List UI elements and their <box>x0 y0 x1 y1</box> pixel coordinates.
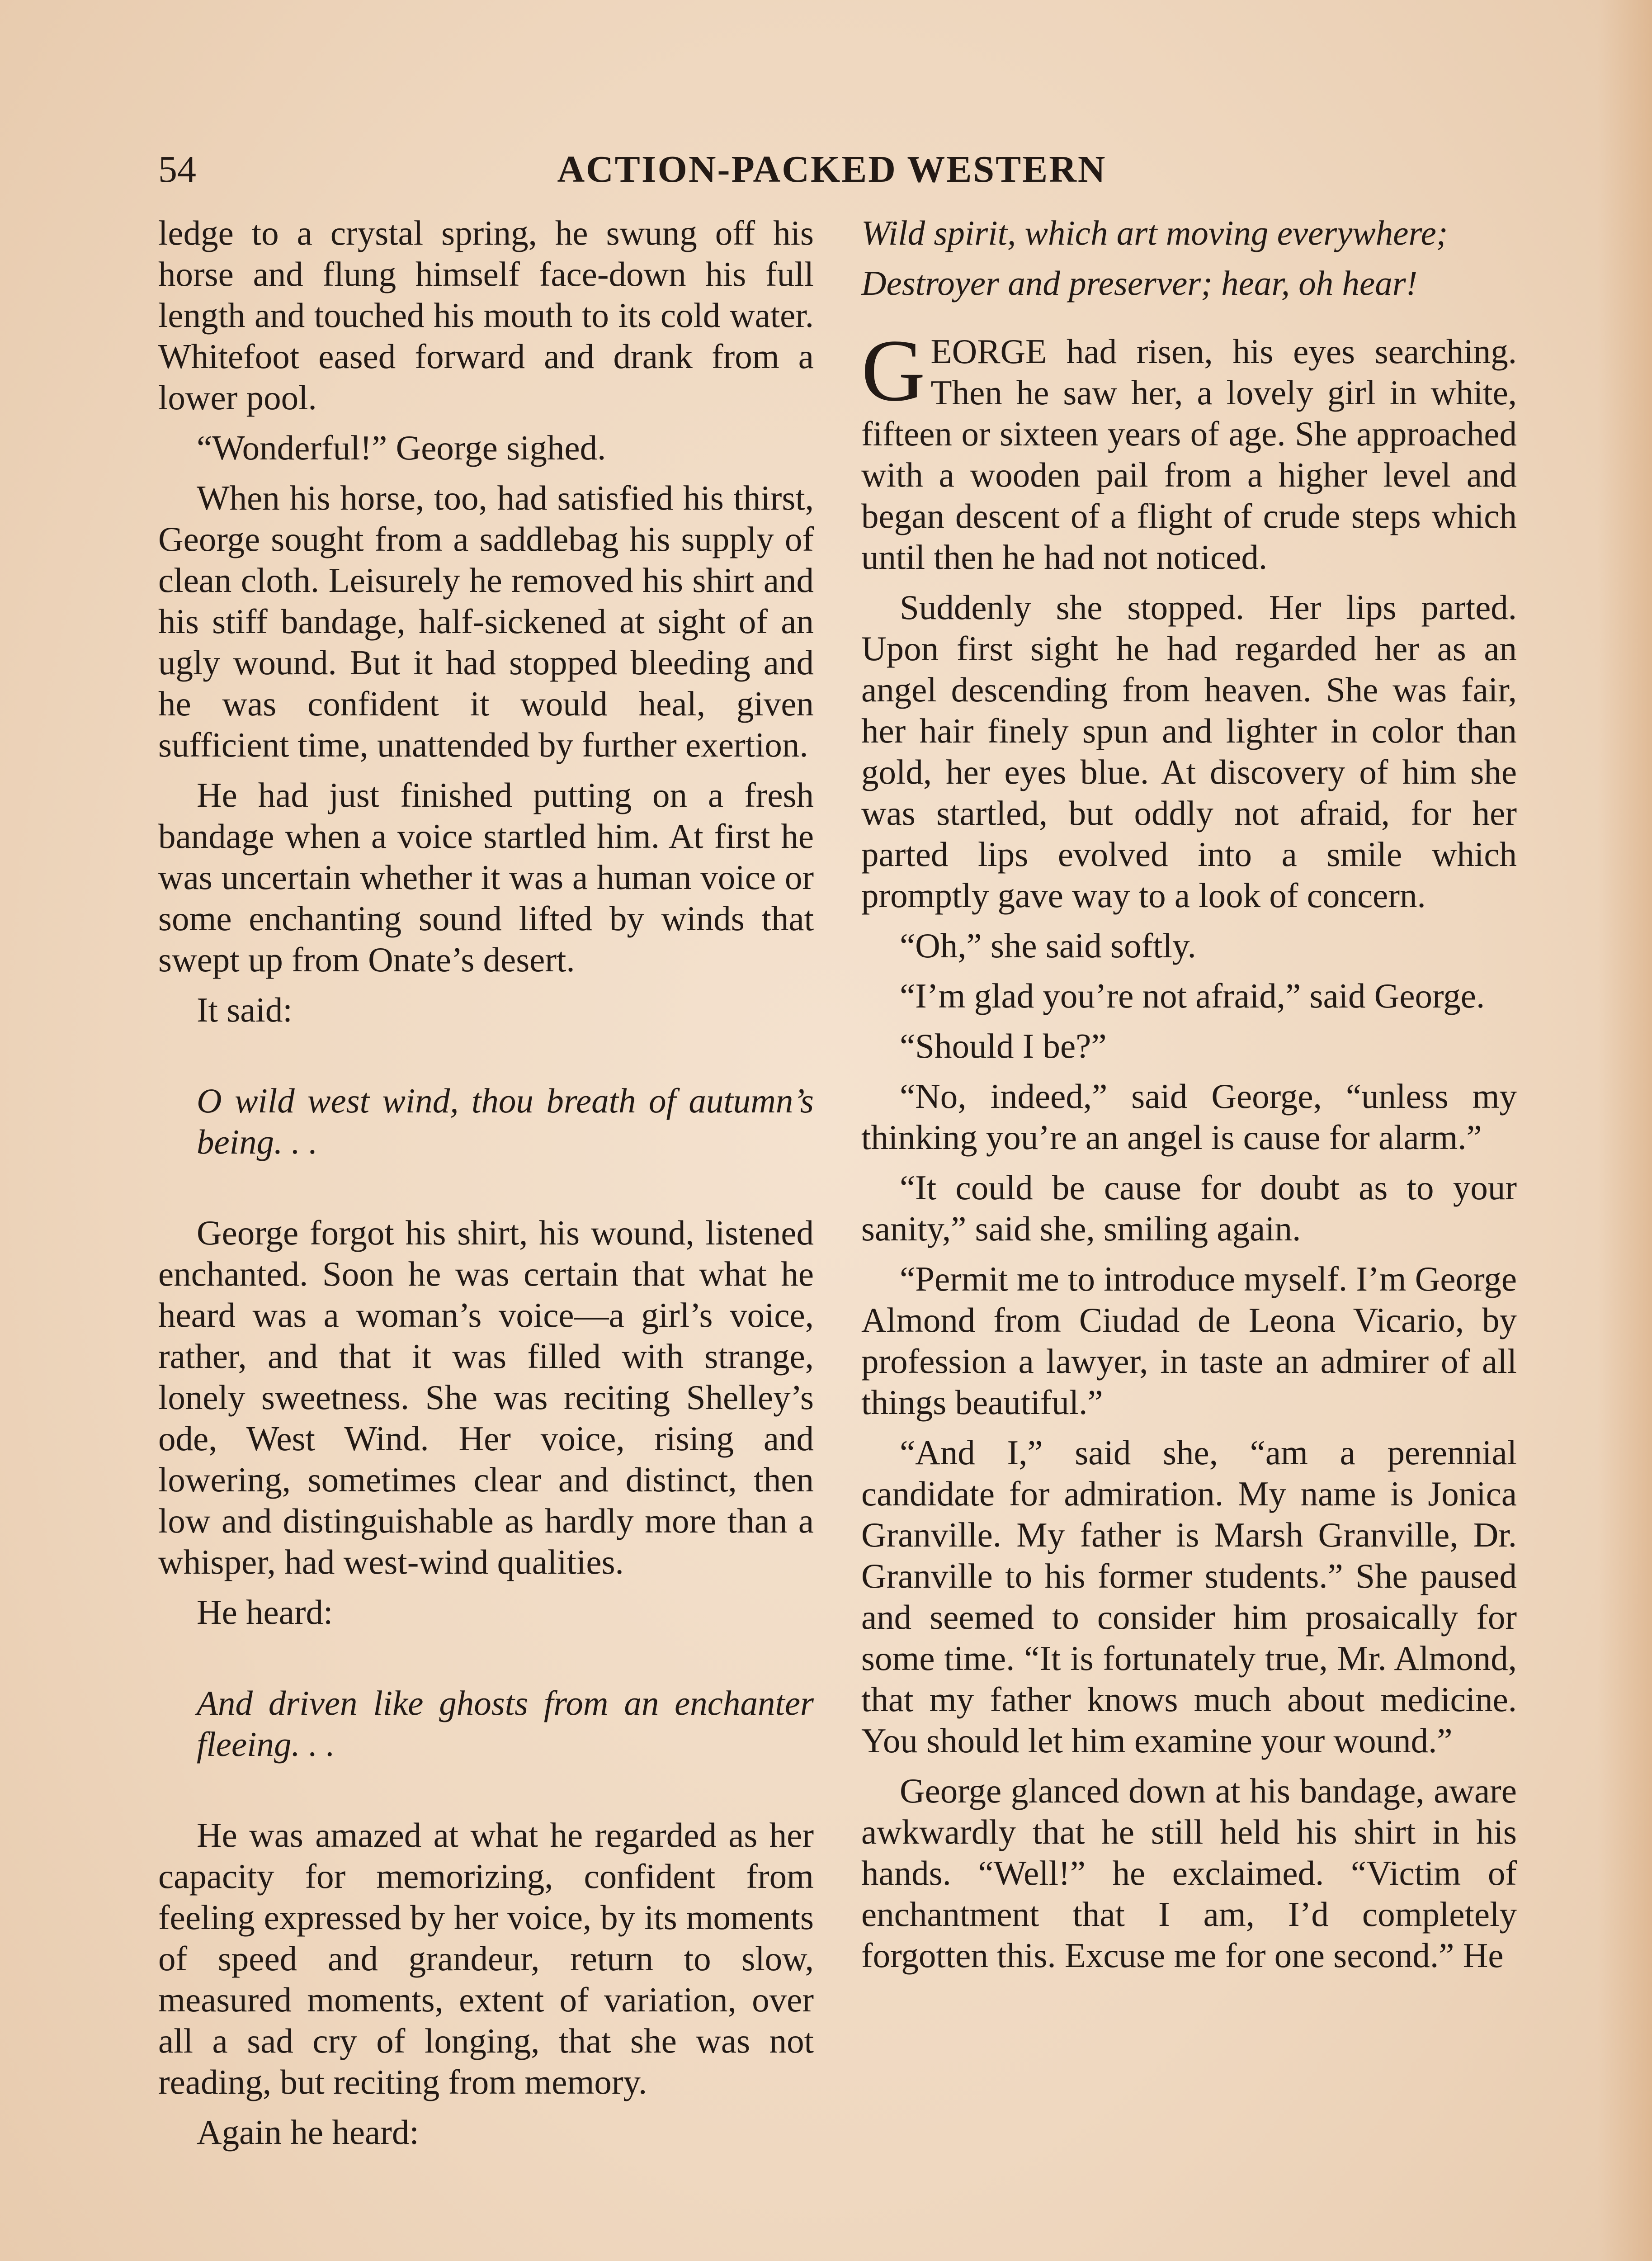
drop-cap-initial: G <box>861 322 925 420</box>
paragraph: Again he heard: <box>197 2113 419 2152</box>
page-header <box>158 145 1506 203</box>
paragraph: When his horse, too, had satisfied his thirst, George sought from a saddlebag his supply of clean cloth. Leisurely he removed his shirt and his stiff bandage, half-sickened at sight of an ugly wound. But it had stopped bleeding and he was confident it would heal, given sufficient time, unattended by further exertion. <box>158 478 814 764</box>
page-edge-shading <box>1598 0 1652 2261</box>
paragraph: “Wonderful!” George sighed. <box>197 428 606 467</box>
left-text-column <box>158 213 814 2162</box>
poem-quote: Wild spirit, which art moving everywhere; <box>861 213 1448 252</box>
paragraph: He had just finished putting on a fresh bandage when a voice startled him. At first he was uncertain whether it was a human voice or some enchanting sound lifted by winds that swept up from Onate’s desert. <box>158 776 814 979</box>
right-text-column <box>861 213 1517 1985</box>
paragraph: “Oh,” she said softly. <box>900 926 1196 965</box>
paragraph: “No, indeed,” said George, “unless my thinking you’re an angel is cause for alarm.” <box>861 1077 1517 1157</box>
paragraph: “It could be cause for doubt as to your sanity,” said she, smiling again. <box>861 1168 1517 1248</box>
paragraph: “Permit me to introduce myself. I’m George Almond from Ciudad de Leona Vicario, by profession a lawyer, in taste an admirer of all things beautiful.” <box>861 1259 1517 1422</box>
paragraph: He was amazed at what he regarded as her capacity for memorizing, confident from feeling expressed by her voice, by its moments of speed and grandeur, return to slow, measured moments, extent of variation, over all a sad cry of longing, that she was not reading, but reciting from memory. <box>158 1816 814 2101</box>
paragraph: It said: <box>197 990 293 1029</box>
poem-quote: And driven like ghosts from an enchanter fleeing. . . <box>197 1684 814 1764</box>
paragraph: George glanced down at his bandage, aware awkwardly that he still held his shirt in his hands. “Well!” he exclaimed. “Victim of enchantment that I am, I’d completely forgotten this. Excuse me for one second.” He <box>861 1771 1517 1975</box>
poem-quote: Destroyer and preserver; hear, oh hear! <box>861 264 1418 303</box>
page-number: 54 <box>158 148 196 190</box>
paragraph: He heard: <box>197 1593 333 1632</box>
poem-quote: O wild west wind, thou breath of autumn’s being. . . <box>197 1081 814 1161</box>
paragraph: Suddenly she stopped. Her lips parted. Upon first sight he had regarded her as an angel descending from heaven. She was fair, her hair finely spun and lighter in color than gold, her eyes blue. At discovery of him she was startled, but oddly not afraid, for her parted lips evolved into a smile which promptly gave way to a look of concern. <box>861 588 1517 915</box>
paragraph-drop-cap <box>861 322 1517 578</box>
paragraph: “And I,” said she, “am a perennial candidate for admiration. My name is Jonica Granville. My father is Marsh Granville, Dr. Granville to his former students.” She paused and seemed to consider him prosaically for some time. “It is fortunately true, Mr. Almond, that my father knows much about medicine. You should let him examine your wound.” <box>861 1433 1517 1760</box>
running-title: ACTION-PACKED WESTERN <box>557 148 1107 190</box>
paragraph-text: EORGE had risen, his eyes searching. Then he saw her, a lovely girl in white, fifteen or sixteen years of age. She approached with a wooden pail from a higher level and began descent of a flight of crude steps which until then he had not noticed. <box>861 332 1517 577</box>
paragraph: George forgot his shirt, his wound, listened enchanted. Soon he was certain that what he heard was a woman’s voice—a girl’s voice, rather, and that it was filled with strange, lonely sweetness. She was reciting Shelley’s ode, West Wind. Her voice, rising and lowering, sometimes clear and distinct, then low and distinguishable as hardly more than a whisper, had west-wind qualities. <box>158 1213 814 1581</box>
paragraph: “I’m glad you’re not afraid,” said George. <box>900 976 1485 1015</box>
paragraph: “Should I be?” <box>900 1026 1107 1065</box>
paragraph: ledge to a crystal spring, he swung off his horse and flung himself face-down his full length and touched his mouth to its cold water. Whitefoot eased forward and drank from a lower pool. <box>158 213 814 417</box>
